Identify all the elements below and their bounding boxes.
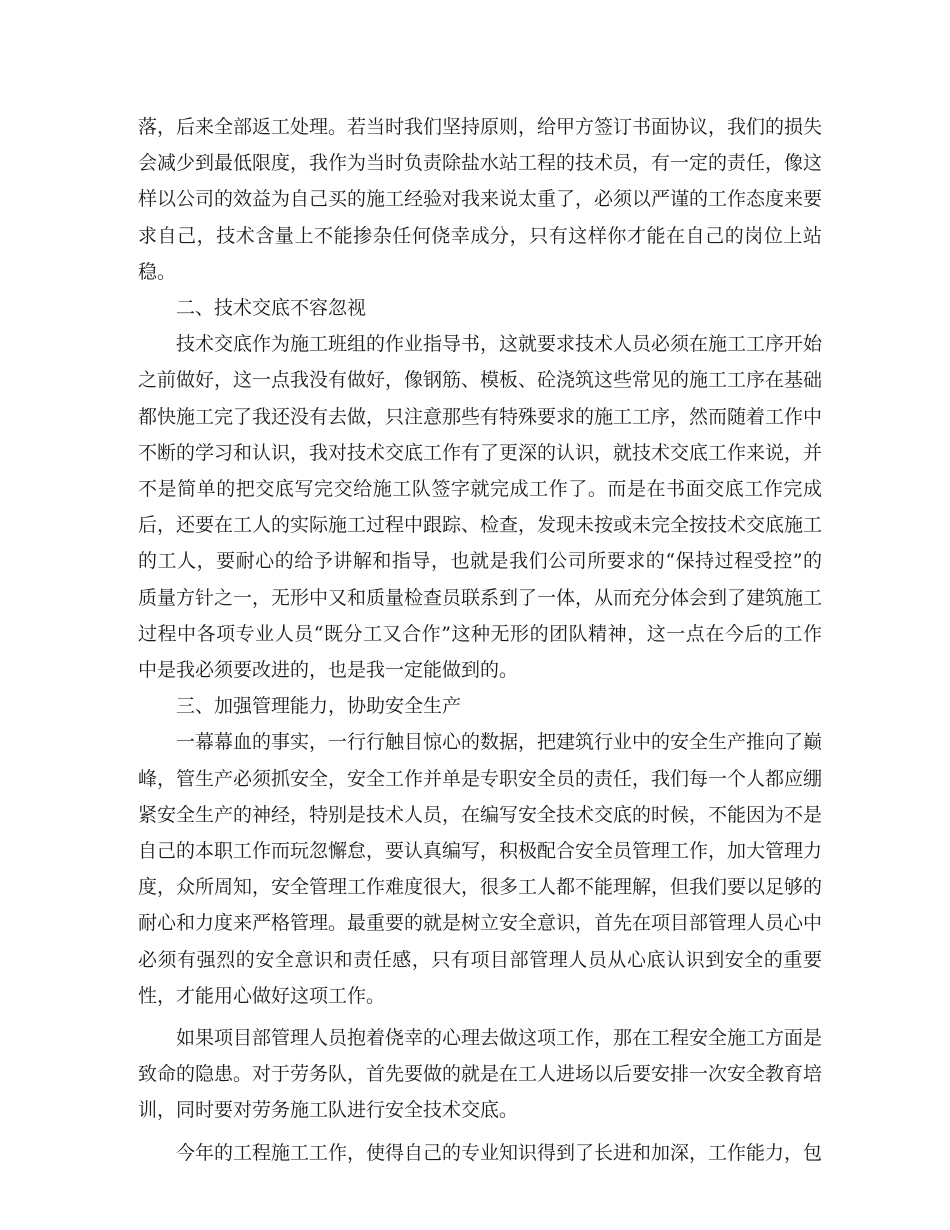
paragraph-technical-disclosure: 技术交底作为施工班组的作业指导书，这就要求技术人员必须在施工工序开始之前做好，这一点我没有做好，像钢筋、模板、砼浇筑这些常见的施工工序在基础都快施工完了我还没有去做，只注意那些有特殊要求的施工工序，然而随着工作中不断的学习和认识，我对技术交底工作有了更深的认识，就技术交底工作来说，并不是简单的把交底写完交给施工队签字就完成工作了。而是在书面交底工作完成后，还要在工人的实际施工过程中跟踪、检查，发现未按或未完全按技术交底施工的工人，要耐心的给予讲解和指导，也就是我们公司所要求的“保持过程受控”的质量方针之一，无形中又和质量检查员联系到了一体，从而充分体会到了建筑施工过程中各项专业人员“既分工又合作”这种无形的团队精神，这一点在今后的工作中是我必须要改进的，也是我一定能做到的。 (138, 333, 823, 682)
paragraph-safety-management: 一幕幕血的事实，一行行触目惊心的数据，把建筑行业中的安全生产推向了巅峰，管生产必须抓安全，安全工作并单是专职安全员的责任，我们每一个人都应绷紧安全生产的神经，特别是技术人员，在编写安全技术交底的时候，不能因为不是自己的本职工作而玩忽懈怠，要认真编写，积极配合安全员管理工作，加大管理力度，众所周知，安全管理工作难度很大，很多工人都不能理解，但我们要以足够的耐心和力度来严格管理。最重要的就是树立安全意识，首先在项目部管理人员心中必须有强烈的安全意识和责任感，只有项目部管理人员从心底认识到安全的重要性，才能用心做好这项工作。 (138, 731, 823, 1007)
section-heading-2: 二、技术交底不容忽视 (176, 297, 367, 320)
paragraph-summary-start: 今年的工程施工工作，使得自己的专业知识得到了长进和加深，工作能力，包 (176, 1141, 823, 1164)
section-heading-3: 三、加强管理能力，协助安全生产 (176, 695, 462, 718)
paragraph-continuation: 落，后来全部返工处理。若当时我们坚持原则，给甲方签订书面协议，我们的损失会减少到最低限度，我作为当时负责除盐水站工程的技术员，有一定的责任，像这样以公司的效益为自己买的施工经验对我来说太重了，必须以严谨的工作态度来要求自己，技术含量上不能掺杂任何侥幸成分，只有这样你才能在自己的岗位上站稳。 (138, 116, 823, 283)
document-body (138, 109, 822, 1171)
paragraph-labor-team: 如果项目部管理人员抱着侥幸的心理去做这项工作，那在工程安全施工方面是致命的隐患。对于劳务队，首先要做的就是在工人进场以后要安排一次安全教育培训，同时要对劳务施工队进行安全技术交底。 (138, 1027, 823, 1122)
